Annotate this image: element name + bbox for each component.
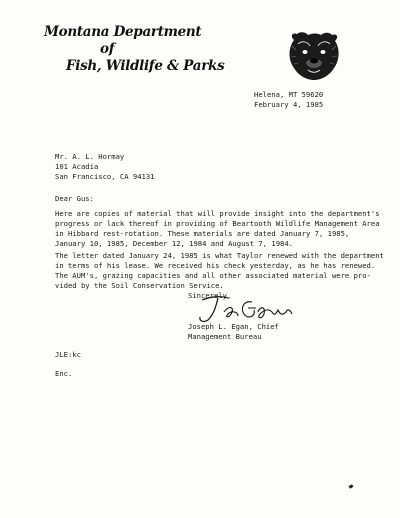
- paragraph-2-line-1: The letter dated January 24, 1985 is what Taylor renewed with the department: [55, 251, 384, 260]
- signer-title: Management Bureau: [188, 332, 262, 341]
- recipient-city: San Francisco, CA 94131: [55, 172, 155, 181]
- enclosure-note: Enc.: [55, 369, 73, 378]
- paragraph-2-line-3: The AUM's, grazing capacities and all other associated material were pro-: [55, 271, 371, 280]
- paragraph-2-line-4: vided by the Soil Conservation Service.: [55, 281, 224, 290]
- letterhead-line-2: of: [100, 41, 115, 57]
- salutation: Dear Gus:: [55, 194, 94, 203]
- letterhead-line-1: Montana Department: [44, 24, 202, 40]
- handwritten-signature: [194, 294, 304, 324]
- paragraph-1-line-3: in Hibbard rest-rotation. These materials are dated January 7, 1985,: [55, 229, 350, 238]
- paragraph-1-line-2: progress or lack thereof in providing of Beartooth Wildlife Management Area: [55, 219, 380, 228]
- recipient-street: 101 Acadia: [55, 162, 99, 171]
- paragraph-1-line-1: Here are copies of material that will provide insight into the department's: [55, 209, 380, 218]
- paper-speck: [349, 484, 354, 489]
- signer-name: Joseph L. Egan, Chief: [188, 322, 279, 331]
- typist-initials: JLE:kc: [55, 350, 81, 359]
- recipient-name: Mr. A. L. Hormay: [55, 152, 125, 161]
- paragraph-2-line-2: in terms of his lease. We received his check yesterday, as he has renewed.: [55, 261, 376, 270]
- letterhead-line-3: Fish, Wildlife & Parks: [66, 58, 225, 74]
- closing: Sincerely,: [188, 291, 232, 300]
- letter-date: February 4, 1985: [254, 100, 324, 109]
- paragraph-1-line-4: January 10, 1985, December 12, 1984 and August 7, 1984.: [55, 239, 293, 248]
- bear-logo-icon: [286, 30, 342, 82]
- sender-city: Helena, MT 59620: [254, 90, 324, 99]
